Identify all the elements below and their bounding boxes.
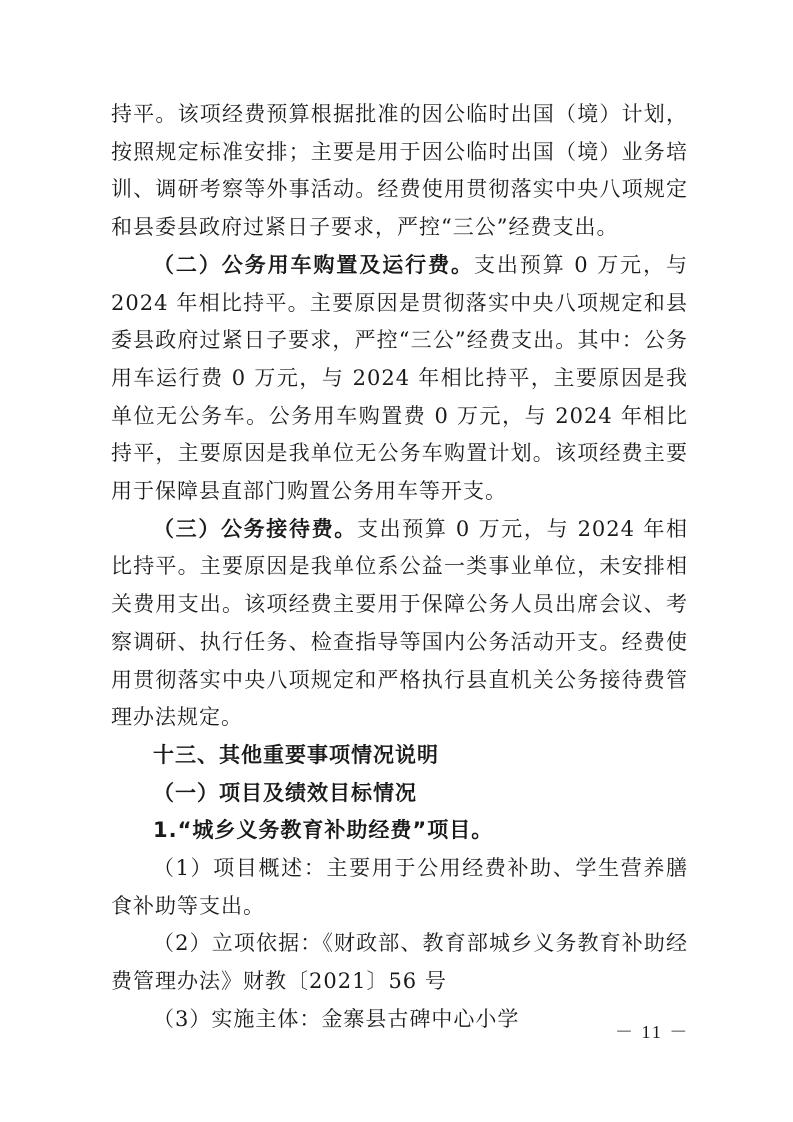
paragraph-official-vehicles xyxy=(111,247,688,511)
paragraph-text: 支出预算 0 万元，与 2024 年相比持平。主要原因是贯彻落实中央八项规定和县委县政府过紧日子要求，严控“三公”经费支出。其中：公务用车运行费 0 万元，与 2024 年相比持平，主要原因是我单位无公务车。公务用车购置费 0 万元，与 2024 年相比持平，主要原因是我单位无公务车购置计划。该项经费主要用于保障县直部门购置公务用车等开支。 xyxy=(111,252,688,504)
paragraph-outbound-travel xyxy=(111,96,688,247)
section-heading: 十三、其他重要事项情况说明 xyxy=(153,742,439,767)
paragraph-text: 支出预算 0 万元，与 2024 年相比持平。主要原因是我单位系公益一类事业单位，未安排相关费用支出。该项经费主要用于保障公务人员出席会议、考察调研、执行任务、检查指导等国内公务活动开支。经费使用贯彻落实中央八项规定和严格执行县直机关公务接待费管理办法规定。 xyxy=(111,516,689,730)
item-implementer: （3）实施主体：金寨县古碑中心小学 xyxy=(153,1006,520,1031)
paragraph-lead: （三）公务接待费。 xyxy=(153,516,357,541)
paragraph-text: 持平。该项经费预算根据批准的因公临时出国（境）计划，按照规定标准安排；主要是用于因公临时出国（境）业务培训、调研考察等外事活动。经费使用贯彻落实中央八项规定和县委县政府过紧日子要求，严控“三公”经费支出。 xyxy=(111,102,688,240)
item-basis: （2）立项依据：《财政部、教育部城乡义务教育补助经费管理办法》财教〔2021〕56 号 xyxy=(111,931,688,994)
paragraph-official-reception xyxy=(111,511,688,737)
page-number: － 11 － xyxy=(615,1022,690,1042)
subsection-heading: （一）项目及绩效目标情况 xyxy=(153,780,417,805)
paragraph-lead: （二）公务用车购置及运行费。 xyxy=(153,252,474,277)
document-body xyxy=(111,96,688,1039)
project-title: 1.“城乡义务教育补助经费”项目。 xyxy=(153,818,494,843)
item-overview: （1）项目概述：主要用于公用经费补助、学生营养膳食补助等支出。 xyxy=(111,856,688,918)
